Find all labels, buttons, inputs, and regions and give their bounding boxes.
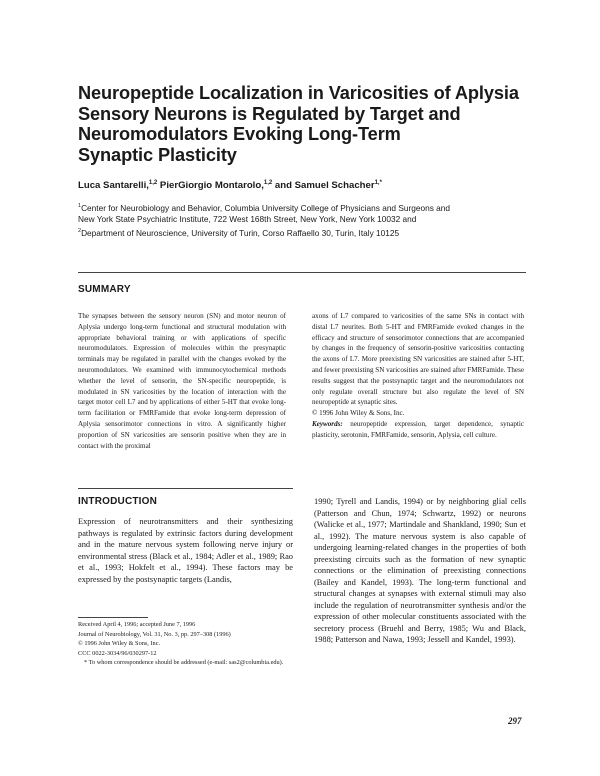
author-3: and Samuel Schacher [272, 180, 375, 192]
summary-divider [78, 272, 526, 273]
ccc-code: CCC 0022-3034/96/030297-12 [78, 649, 157, 657]
introduction-heading: INTRODUCTION [78, 496, 158, 507]
title-line-1: Neuropeptide Localization in Varicosities of Aplysia [78, 83, 519, 103]
footnote-divider [78, 617, 148, 618]
summary-copyright: © 1996 John Wiley & Sons, Inc. [312, 409, 405, 418]
received-date: Received April 4, 1996; accepted June 7, 1996 [78, 621, 196, 628]
title-line-3: Neuromodulators Evoking Long-Term [78, 124, 401, 144]
affiliation-1-text: Center for Neurobiology and Behavior, Columbia University College of Physicians and Surgeons and [81, 202, 451, 213]
affiliation-1-mark: 1 [78, 203, 82, 209]
introduction-divider [78, 488, 293, 489]
footnote-copyright: © 1996 John Wiley & Sons, Inc. [78, 640, 161, 648]
affiliation-2 [78, 226, 548, 239]
summary-text-right: axons of L7 compared to varicosities of the same SNs in contact with distal L7 neurites. Both 5-HT and FMRFamide evoked changes in the efficacy and structure of sensorimotor connections that are accompanied by changes in the frequency of sensorin-positive varicosities contacting the axons of L7. More preexisting SN varicosities are stained after 5-HT, and fewer preexisting SN varicosities are stained after FMRFamide. These results suggest that the postsynaptic target and the neuromodulators not only regulate overall structure but also regulate the level of SN neuropeptide at synaptic sites. [312, 312, 524, 407]
introduction-text-right: 1990; Tyrell and Landis, 1994) or by neighboring glial cells (Patterson and Chun, 1974; Schwartz, 1992) or neurons (Walicke et al., 1977; Martindale and Shankland, 1990; Sun et al., 1992). The mature nervous system is also capable of undergoing learning-related changes in the properties of both preexisting circuits such as the formation of new synaptic connections or the elimination of preexisting connections (Bailey and Kandel, 1993). The long-term functional and structural changes at synapses with external stimuli may also include the regulation of neurotransmitter synthesis and/or the expression of other molecular constituents associated with the secretory process (Bruehl and Berry, 1985; Wu and Black, 1988; Patterson and Nawa, 1993; Jessell and Kandel, 1993). [314, 497, 526, 644]
affiliations [78, 201, 548, 239]
affiliation-1-line-2: New York State Psychiatric Institute, 722 West 168th Street, New York, New York 10032 and [78, 214, 417, 225]
author-1: Luca Santarelli, [78, 180, 149, 192]
affiliation-2-text: Department of Neuroscience, University of Turin, Corso Raffaello 30, Turin, Italy 10125 [81, 227, 400, 238]
title-line-2: Sensory Neurons is Regulated by Target and [78, 103, 461, 124]
summary-right-column [312, 311, 524, 441]
author-2: PierGiorgio Montarolo, [157, 180, 264, 192]
keywords-text: neuropeptide expression, target dependence, synaptic plasticity, serotonin, FMRFamide, sensorin, Aplysia, cell culture. [312, 419, 524, 439]
keywords-label: Keywords: [312, 419, 343, 428]
author-2-affil: 1,2 [263, 180, 273, 186]
summary-text-left: The synapses between the sensory neuron (SN) and motor neuron of Aplysia undergo long-term functional and structural modulation with appropriate behavioral training or with applications of specific neuromodulators. Expression of molecules within the presynaptic terminals may be regulated in parallel with the changes evoked by the neuromodulators. We examined with immunocytochemical methods whether the level of sensorin, the SN-specific neuropeptide, is modulated in SN varicosities by the location of interaction with the target motor cell L7 and by applications of either 5-HT that evoke long-term facilitation or FMRFamide that evoke long-term depression of Aplysia sensorimotor connections in vitro. A significantly higher proportion of SN varicosities are sensorin positive when they are in contact with the proximal [78, 312, 286, 450]
footnotes [78, 620, 290, 668]
summary-heading: SUMMARY [78, 284, 131, 295]
journal-citation: Journal of Neurobiology, Vol. 31, No. 3, pp. 297–308 (1996) [78, 630, 231, 638]
correspondence-note: * To whom correspondence should be addressed (e-mail: sas2@columbia.edu). [84, 659, 284, 667]
author-3-affil: 1,* [374, 180, 382, 186]
paper-title [78, 83, 538, 165]
introduction-text-left: Expression of neurotransmitters and their synthesizing pathways is regulated by extrinsic factors during development and in the mature nervous system following nerve injury or environmental stress (Black et al., 1984; Adler et al., 1989; Rao et al., 1993; Hokfelt et al., 1994). These factors may be expressed by the postsynaptic targets (Landis, [78, 517, 293, 584]
title-line-4: Synaptic Plasticity [78, 144, 237, 165]
affiliation-2-mark: 2 [78, 227, 82, 234]
author-list [78, 180, 382, 191]
affiliation-1-line-1 [78, 201, 548, 214]
introduction-left-column [78, 516, 293, 585]
introduction-right-column [314, 496, 526, 646]
page-number: 297 [508, 716, 522, 726]
author-1-affil: 1,2 [148, 180, 158, 186]
keywords [312, 419, 524, 441]
summary-left-column [78, 311, 286, 451]
